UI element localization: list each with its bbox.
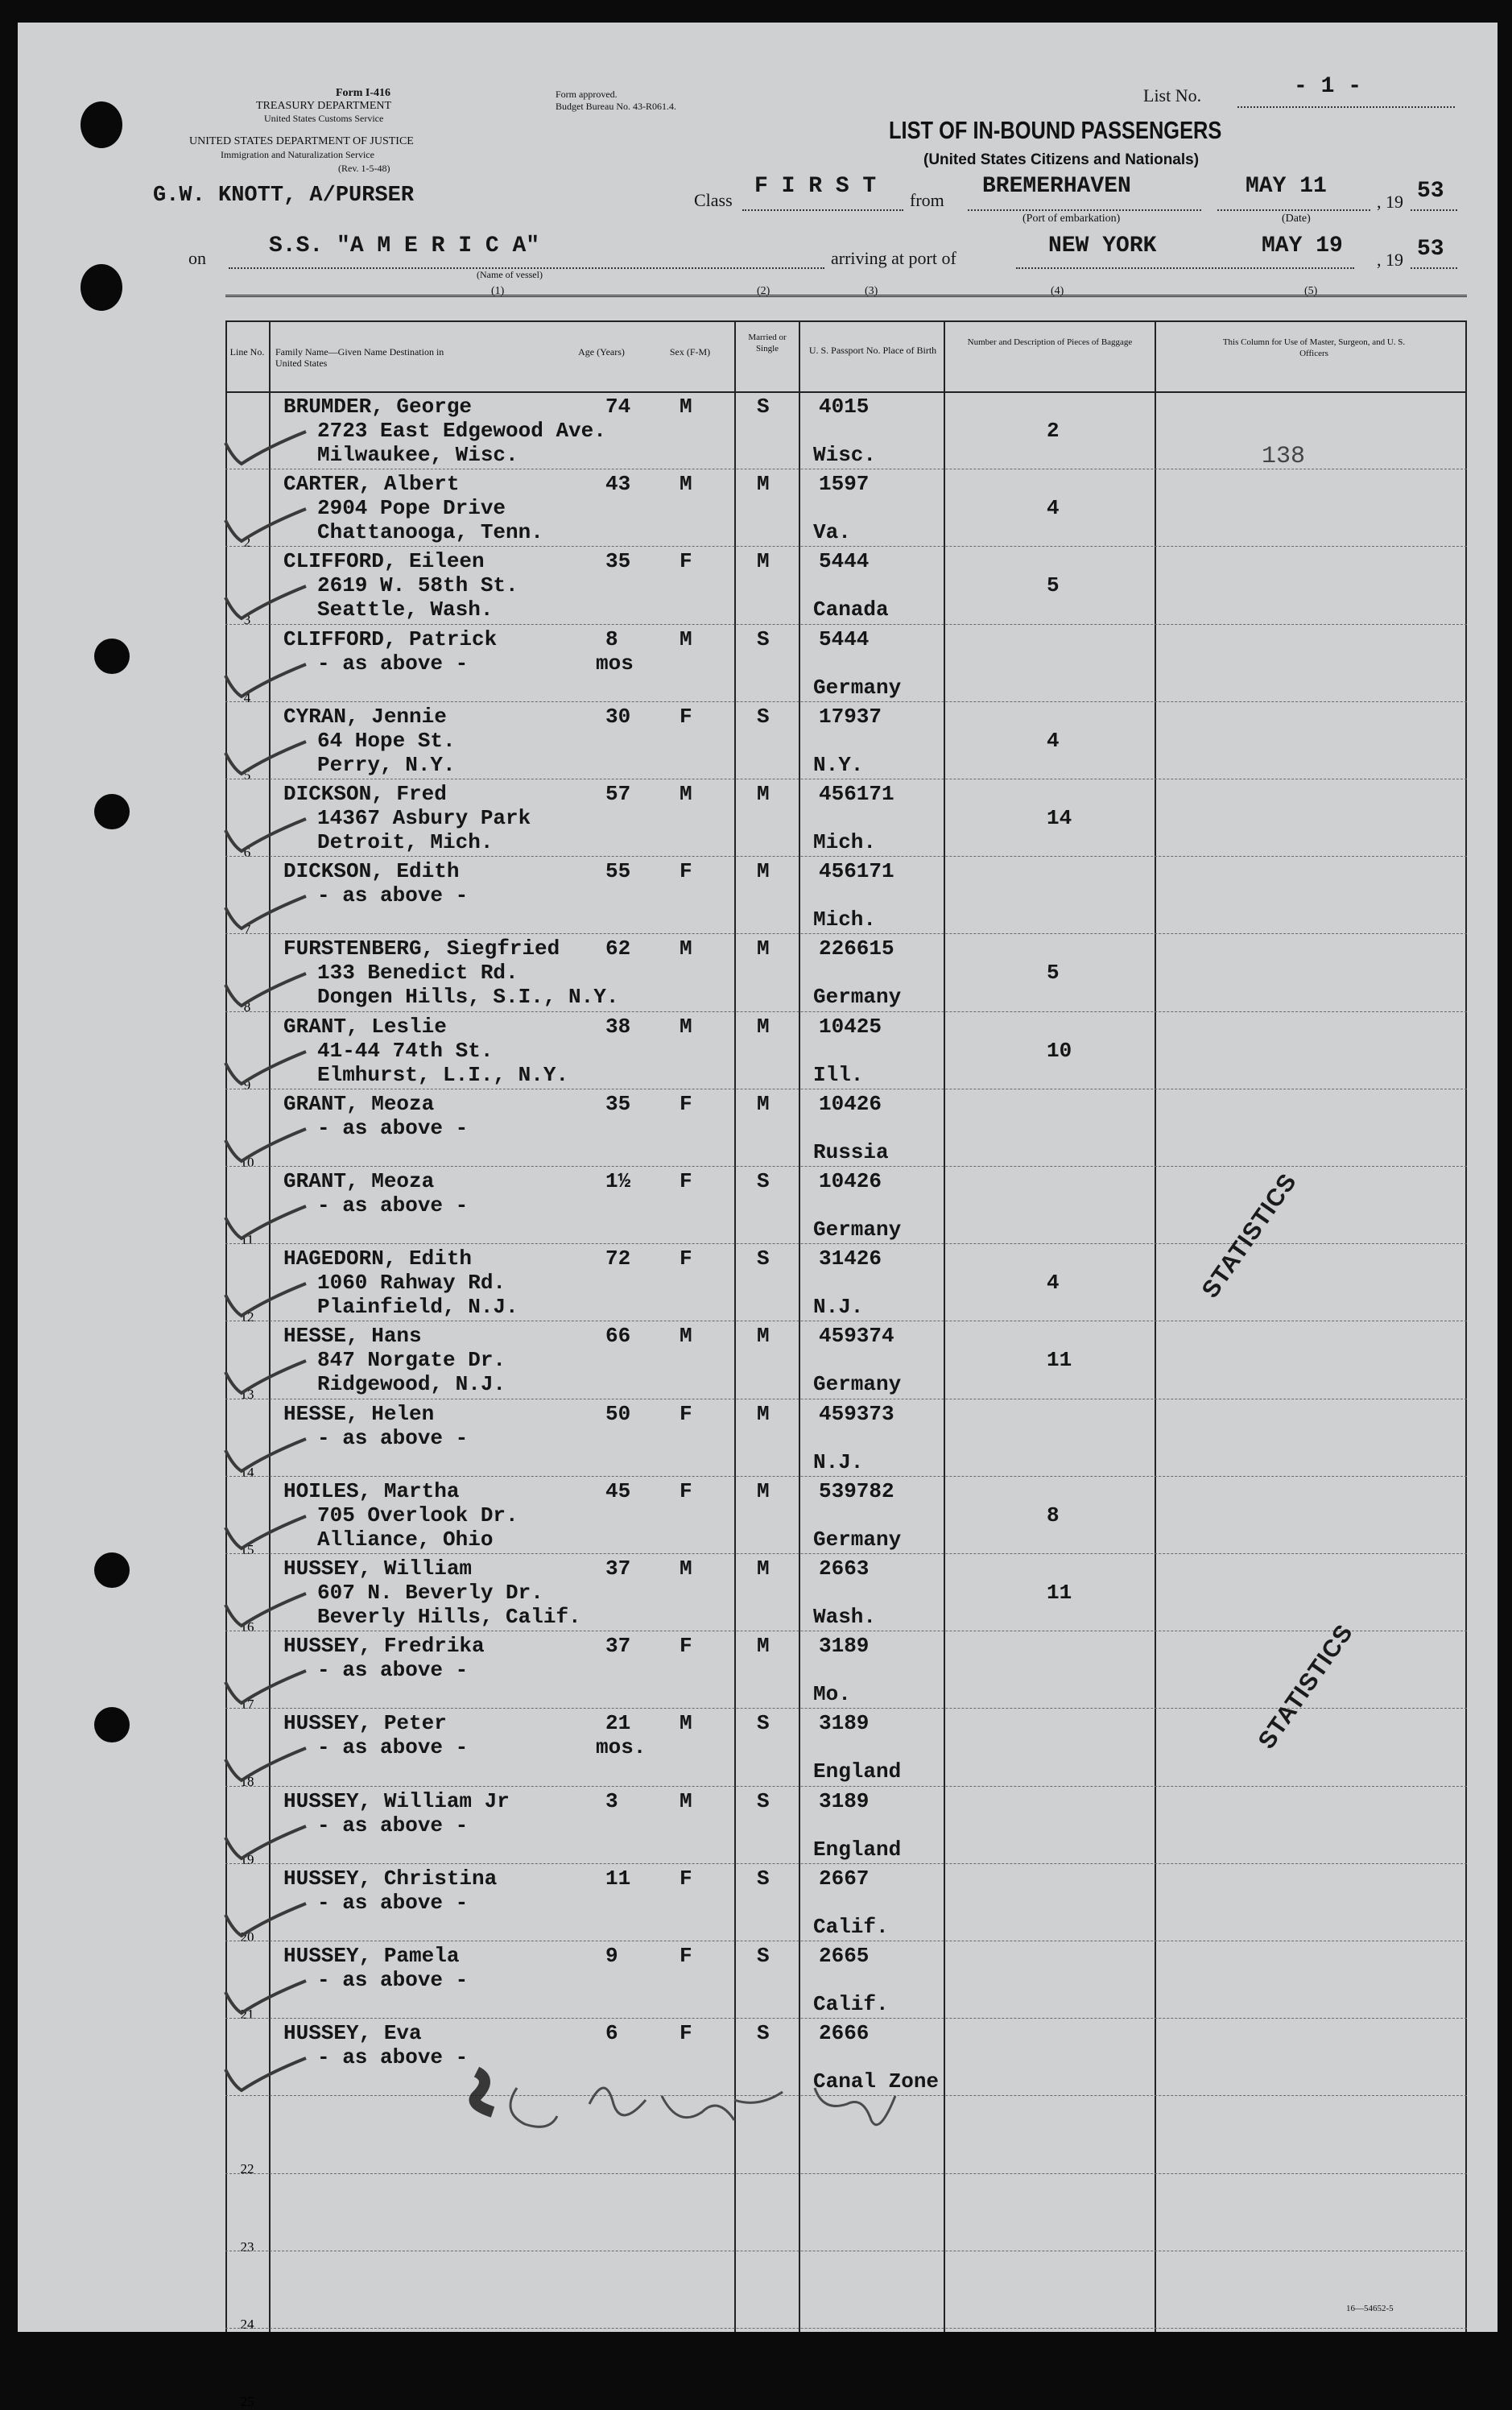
passenger-marital: S <box>757 1944 770 1968</box>
passenger-age: 6 <box>605 2021 618 2046</box>
line-number: 16 <box>240 1619 254 1635</box>
passenger-marital: M <box>757 1401 770 1426</box>
form-approved: Form approved. <box>556 89 618 100</box>
line-number: 18 <box>240 1774 254 1790</box>
passenger-sex: M <box>680 1711 692 1736</box>
birth-place: Germany <box>813 1372 902 1397</box>
passenger-sex: F <box>680 1634 692 1659</box>
passenger-address: 2723 East Edgewood Ave. <box>317 419 606 443</box>
check-mark-icon <box>209 1503 322 1560</box>
check-mark-icon <box>209 1968 322 2024</box>
baggage-count: 4 <box>1047 496 1060 521</box>
passenger-city: Detroit, Mich. <box>317 830 494 854</box>
check-mark-icon <box>209 1348 322 1404</box>
passenger-address: 2904 Pope Drive <box>317 496 506 521</box>
birth-place: Germany <box>813 1217 902 1242</box>
col-baggage: Number and Description of Pieces of Baggage <box>967 337 1133 347</box>
passenger-age: 62 <box>605 936 631 961</box>
passport-number: 1597 <box>819 472 870 497</box>
passenger-marital: S <box>757 1246 770 1271</box>
passenger-sex: F <box>680 1478 692 1503</box>
passenger-age: 57 <box>605 782 631 806</box>
punch-hole <box>81 264 122 311</box>
check-mark-icon <box>209 883 322 940</box>
birth-place: Ill. <box>813 1062 864 1087</box>
year-prefix-2: , 19 <box>1377 250 1403 270</box>
budget-bureau: Budget Bureau No. 43-R061.4. <box>556 101 676 112</box>
inspector-signature <box>469 2056 984 2144</box>
baggage-count: 2 <box>1047 419 1060 443</box>
passport-number: 456171 <box>819 859 894 884</box>
officer-note: 138 <box>1262 443 1306 470</box>
passenger-sex: M <box>680 472 692 497</box>
passenger-sex: M <box>680 1556 692 1581</box>
passport-number: 2663 <box>819 1556 870 1581</box>
form-number: Form I-416 <box>336 87 391 99</box>
passenger-city: Ridgewood, N.J. <box>317 1372 506 1397</box>
passenger-marital: M <box>757 1091 770 1116</box>
baggage-count: 10 <box>1047 1038 1072 1063</box>
passenger-marital: S <box>757 704 770 729</box>
port-embark-caption: (Port of embarkation) <box>1022 213 1121 225</box>
passenger-age: 8 <box>605 626 618 651</box>
passenger-address: - as above - <box>317 1968 469 1992</box>
passenger-marital: M <box>757 782 770 806</box>
birth-place: N.J. <box>813 1295 864 1320</box>
birth-place: Mich. <box>813 907 877 932</box>
passenger-name: DICKSON, Edith <box>283 859 460 884</box>
check-mark-icon <box>209 2045 322 2102</box>
passport-number: 459373 <box>819 1401 894 1426</box>
passenger-age: 35 <box>605 1091 631 1116</box>
passenger-name: HESSE, Helen <box>283 1401 435 1426</box>
check-mark-icon <box>209 1426 322 1482</box>
col-passport: U. S. Passport No. Place of Birth <box>808 345 937 356</box>
passenger-name: HOILES, Martha <box>283 1478 460 1503</box>
passenger-city: Perry, N.Y. <box>317 752 456 777</box>
passenger-city: Alliance, Ohio <box>317 1527 494 1552</box>
col-name: Family Name—Given Name Destination in United States <box>275 346 444 369</box>
col-num-2: (2) <box>757 285 770 297</box>
passenger-age: 1½ <box>605 1169 631 1193</box>
check-mark-icon <box>209 573 322 630</box>
check-mark-icon <box>209 806 322 862</box>
passenger-marital: S <box>757 1169 770 1193</box>
passenger-address: 705 Overlook Dr. <box>317 1503 518 1527</box>
customs-service: United States Customs Service <box>264 113 384 124</box>
line-number: 20 <box>240 1928 254 1945</box>
line-number: 4 <box>243 689 251 705</box>
passenger-sex: M <box>680 936 692 961</box>
col-married: Married or Single <box>748 333 787 353</box>
baggage-count: 11 <box>1047 1348 1072 1373</box>
col-num-3: (3) <box>865 285 878 297</box>
passenger-sex: F <box>680 1944 692 1968</box>
passenger-sex: M <box>680 782 692 806</box>
birth-place: Wash. <box>813 1605 877 1629</box>
birth-place: N.J. <box>813 1449 864 1474</box>
passenger-age: 30 <box>605 704 631 729</box>
passenger-name: HUSSEY, Pamela <box>283 1944 460 1968</box>
punch-hole <box>94 1552 130 1588</box>
line-number: 11 <box>240 1232 254 1247</box>
form-title: LIST OF IN-BOUND PASSENGERS <box>889 116 1222 144</box>
passenger-address: - as above - <box>317 1425 469 1450</box>
punch-hole <box>81 101 122 148</box>
passenger-name: CYRAN, Jennie <box>283 704 447 729</box>
passenger-name: BRUMDER, George <box>283 395 473 419</box>
col-officers: This Column for Use of Master, Surgeon, and U. S. Officers <box>1222 337 1406 358</box>
birth-place: Calif. <box>813 1992 889 2016</box>
passenger-sex: M <box>680 626 692 651</box>
baggage-count: 5 <box>1047 573 1060 598</box>
check-mark-icon <box>209 1813 322 1870</box>
passenger-marital: M <box>757 549 770 574</box>
passenger-marital: M <box>757 1324 770 1349</box>
passenger-address: - as above - <box>317 651 469 676</box>
baggage-count: 14 <box>1047 806 1072 830</box>
travel-class: F I R S T <box>754 174 877 199</box>
punch-hole <box>94 1707 130 1742</box>
passenger-address: 133 Benedict Rd. <box>317 961 518 986</box>
line-number: 5 <box>243 767 251 783</box>
date-caption: (Date) <box>1282 213 1311 225</box>
form-subtitle: (United States Citizens and Nationals) <box>923 151 1200 168</box>
passenger-address: 41-44 74th St. <box>317 1038 494 1063</box>
passenger-address: - as above - <box>317 883 469 908</box>
line-number: 12 <box>240 1309 254 1325</box>
check-mark-icon <box>209 651 322 708</box>
passenger-age-unit: mos <box>596 651 634 676</box>
line-number: 13 <box>240 1387 254 1403</box>
passport-number: 456171 <box>819 782 894 806</box>
passenger-name: GRANT, Meoza <box>283 1169 435 1193</box>
passenger-sex: F <box>680 549 692 574</box>
passenger-age: 9 <box>605 1944 618 1968</box>
check-mark-icon <box>209 1271 322 1327</box>
depart-date: MAY 11 <box>1246 174 1327 199</box>
passenger-marital: M <box>757 1634 770 1659</box>
check-mark-icon <box>209 1039 322 1095</box>
line-number: 24 <box>240 2316 254 2332</box>
passenger-marital: S <box>757 2021 770 2046</box>
passenger-name: HUSSEY, William Jr <box>283 1788 510 1813</box>
form-revision: (Rev. 1-5-48) <box>338 163 390 174</box>
passenger-age: 74 <box>605 395 631 419</box>
manifest-sheet <box>18 23 1498 2409</box>
passenger-address: 847 Norgate Dr. <box>317 1348 506 1373</box>
passenger-marital: S <box>757 1711 770 1736</box>
line-number: 21 <box>240 2007 254 2022</box>
check-mark-icon <box>209 496 322 552</box>
passport-number: 459374 <box>819 1324 894 1349</box>
col-sex: Sex (F-M) <box>669 346 711 358</box>
line-number: 7 <box>243 922 251 938</box>
birth-place: England <box>813 1837 902 1862</box>
passenger-name: HAGEDORN, Edith <box>283 1246 473 1271</box>
passenger-sex: M <box>680 1788 692 1813</box>
passenger-age: 21 <box>605 1711 631 1736</box>
passenger-address: 2619 W. 58th St. <box>317 573 518 598</box>
passenger-address: 64 Hope St. <box>317 728 456 753</box>
birth-place: Germany <box>813 985 902 1010</box>
check-mark-icon <box>209 419 322 475</box>
list-no-value: - 1 - <box>1294 74 1362 99</box>
line-number: 10 <box>240 1154 254 1170</box>
passport-number: 31426 <box>819 1246 882 1271</box>
arrival-port: NEW YORK <box>1048 234 1157 258</box>
line-number: 23 <box>240 2238 254 2255</box>
passenger-marital: S <box>757 626 770 651</box>
passenger-sex: F <box>680 1091 692 1116</box>
passenger-sex: F <box>680 1401 692 1426</box>
passenger-sex: F <box>680 704 692 729</box>
class-label: Class <box>694 190 733 210</box>
passenger-marital: M <box>757 1478 770 1503</box>
birth-place: Russia <box>813 1139 889 1164</box>
passenger-sex: F <box>680 859 692 884</box>
passenger-marital: S <box>757 1788 770 1813</box>
line-number: 19 <box>240 1851 254 1867</box>
passenger-name: FURSTENBERG, Siegfried <box>283 936 560 961</box>
depart-year: 53 <box>1417 179 1444 204</box>
form-code: 16—54652-5 <box>1346 2304 1394 2313</box>
passenger-age: 11 <box>605 1866 631 1891</box>
passenger-address: - as above - <box>317 1890 469 1915</box>
passenger-age: 50 <box>605 1401 631 1426</box>
passenger-name: CLIFFORD, Patrick <box>283 626 498 651</box>
passenger-marital: S <box>757 1866 770 1891</box>
punch-hole <box>94 639 130 674</box>
passenger-age: 43 <box>605 472 631 497</box>
baggage-count: 11 <box>1047 1581 1072 1605</box>
passenger-marital: M <box>757 1556 770 1581</box>
passenger-sex: F <box>680 2021 692 2046</box>
line-number: 8 <box>243 999 251 1015</box>
passenger-age: 72 <box>605 1246 631 1271</box>
justice-dept: UNITED STATES DEPARTMENT OF JUSTICE <box>189 135 414 147</box>
list-no-label: List No. <box>1143 85 1202 105</box>
passenger-age: 3 <box>605 1788 618 1813</box>
passenger-city: Elmhurst, L.I., N.Y. <box>317 1062 569 1087</box>
line-number: 6 <box>243 845 251 860</box>
passenger-address: 607 N. Beverly Dr. <box>317 1581 543 1605</box>
passenger-address: - as above - <box>317 2045 469 2070</box>
passport-number: 4015 <box>819 395 870 419</box>
passenger-city: Seattle, Wash. <box>317 597 494 622</box>
line-number: 25 <box>240 2394 254 2409</box>
passenger-age: 37 <box>605 1634 631 1659</box>
passenger-name: CARTER, Albert <box>283 472 460 497</box>
passenger-city: Beverly Hills, Calif. <box>317 1605 581 1629</box>
passenger-name: DICKSON, Fred <box>283 782 447 806</box>
passenger-address: 14367 Asbury Park <box>317 806 531 830</box>
passenger-address: - as above - <box>317 1658 469 1683</box>
passenger-name: HUSSEY, Fredrika <box>283 1634 485 1659</box>
line-number: 17 <box>240 1697 254 1713</box>
on-label: on <box>188 248 206 268</box>
treasury-dept: TREASURY DEPARTMENT <box>256 100 392 112</box>
passenger-city: Chattanooga, Tenn. <box>317 520 543 545</box>
passenger-name: CLIFFORD, Eileen <box>283 549 485 574</box>
birth-place: Va. <box>813 520 851 545</box>
col-line-no: Line No. <box>229 346 265 358</box>
vessel-name: S.S. "A M E R I C A" <box>269 234 540 258</box>
birth-place: Mo. <box>813 1682 851 1707</box>
passport-number: 3189 <box>819 1711 870 1736</box>
passenger-name: GRANT, Meoza <box>283 1091 435 1116</box>
baggage-count: 4 <box>1047 728 1060 753</box>
passport-number: 2665 <box>819 1944 870 1968</box>
passport-number: 10426 <box>819 1169 882 1193</box>
baggage-count: 5 <box>1047 961 1060 986</box>
passenger-name: HUSSEY, Peter <box>283 1711 447 1736</box>
passenger-city: Plainfield, N.J. <box>317 1295 518 1320</box>
passenger-age: 37 <box>605 1556 631 1581</box>
passenger-name: HUSSEY, Eva <box>283 2021 422 2046</box>
check-mark-icon <box>209 961 322 1017</box>
passenger-sex: F <box>680 1169 692 1193</box>
passenger-marital: M <box>757 859 770 884</box>
punch-hole <box>94 794 130 829</box>
embark-port: BREMERHAVEN <box>982 174 1131 199</box>
arrival-date: MAY 19 <box>1262 234 1343 258</box>
ins-service: Immigration and Naturalization Service <box>221 149 374 160</box>
from-label: from <box>910 190 944 210</box>
passenger-sex: M <box>680 1014 692 1039</box>
birth-place: Mich. <box>813 830 877 854</box>
col-num-4: (4) <box>1051 285 1064 297</box>
passenger-name: HESSE, Hans <box>283 1324 422 1349</box>
passport-number: 5444 <box>819 626 870 651</box>
passport-number: 2666 <box>819 2021 870 2046</box>
passenger-sex: F <box>680 1246 692 1271</box>
baggage-count: 4 <box>1047 1271 1060 1296</box>
passenger-address: - as above - <box>317 1813 469 1837</box>
birth-place: Canada <box>813 597 889 622</box>
check-mark-icon <box>209 1735 322 1792</box>
statistics-stamp: STATISTICS <box>1253 1619 1359 1755</box>
vessel-caption: (Name of vessel) <box>477 269 543 280</box>
birth-place: Canal Zone <box>813 2069 940 2094</box>
passenger-marital: S <box>757 395 770 419</box>
check-mark-icon <box>209 1658 322 1714</box>
line-number: 2 <box>243 535 251 551</box>
check-mark-icon <box>209 1581 322 1637</box>
passenger-sex: M <box>680 1324 692 1349</box>
check-mark-icon <box>209 1193 322 1250</box>
passport-number: 539782 <box>819 1478 894 1503</box>
passenger-marital: M <box>757 1014 770 1039</box>
passport-number: 10425 <box>819 1014 882 1039</box>
passenger-city: Milwaukee, Wisc. <box>317 443 518 467</box>
arriving-label: arriving at port of <box>831 248 956 268</box>
birth-place: England <box>813 1759 902 1784</box>
passenger-address: - as above - <box>317 1735 469 1760</box>
passenger-address: - as above - <box>317 1115 469 1140</box>
baggage-count: 8 <box>1047 1503 1060 1527</box>
birth-place: Calif. <box>813 1914 889 1939</box>
line-number: 22 <box>240 2161 254 2177</box>
passenger-age-unit: mos. <box>596 1735 647 1760</box>
birth-place: Germany <box>813 675 902 700</box>
passenger-age: 38 <box>605 1014 631 1039</box>
passenger-age: 66 <box>605 1324 631 1349</box>
line-number: 3 <box>243 612 251 628</box>
check-mark-icon <box>209 729 322 785</box>
year-prefix-1: , 19 <box>1377 192 1403 212</box>
col-num-1: (1) <box>491 285 505 297</box>
check-mark-icon <box>209 1891 322 1947</box>
passport-number: 3189 <box>819 1788 870 1813</box>
passenger-city: Dongen Hills, S.I., N.Y. <box>317 985 619 1010</box>
passenger-marital: M <box>757 472 770 497</box>
passport-number: 3189 <box>819 1634 870 1659</box>
check-mark-icon <box>209 1116 322 1172</box>
passenger-age: 35 <box>605 549 631 574</box>
statistics-stamp: STATISTICS <box>1196 1168 1303 1304</box>
passport-number: 5444 <box>819 549 870 574</box>
passenger-marital: M <box>757 936 770 961</box>
passport-number: 226615 <box>819 936 894 961</box>
birth-place: N.Y. <box>813 752 864 777</box>
passport-number: 2667 <box>819 1866 870 1891</box>
passenger-name: HUSSEY, Christina <box>283 1866 498 1891</box>
line-number: 9 <box>243 1077 251 1093</box>
purser-name: G.W. KNOTT, A/PURSER <box>153 184 415 208</box>
line-number: 15 <box>240 1541 254 1557</box>
line-number: 14 <box>240 1464 254 1480</box>
passenger-age: 45 <box>605 1478 631 1503</box>
passport-number: 10426 <box>819 1091 882 1116</box>
passenger-age: 55 <box>605 859 631 884</box>
passenger-address: 1060 Rahway Rd. <box>317 1271 506 1296</box>
passenger-name: HUSSEY, William <box>283 1556 473 1581</box>
birth-place: Wisc. <box>813 443 877 467</box>
col-age: Age (Years) <box>578 346 625 358</box>
passenger-sex: F <box>680 1866 692 1891</box>
passenger-sex: M <box>680 395 692 419</box>
passenger-name: GRANT, Leslie <box>283 1014 447 1039</box>
birth-place: Germany <box>813 1527 902 1552</box>
passenger-address: - as above - <box>317 1193 469 1217</box>
col-num-5: (5) <box>1304 285 1318 297</box>
passport-number: 17937 <box>819 704 882 729</box>
arrival-year: 53 <box>1417 237 1444 262</box>
